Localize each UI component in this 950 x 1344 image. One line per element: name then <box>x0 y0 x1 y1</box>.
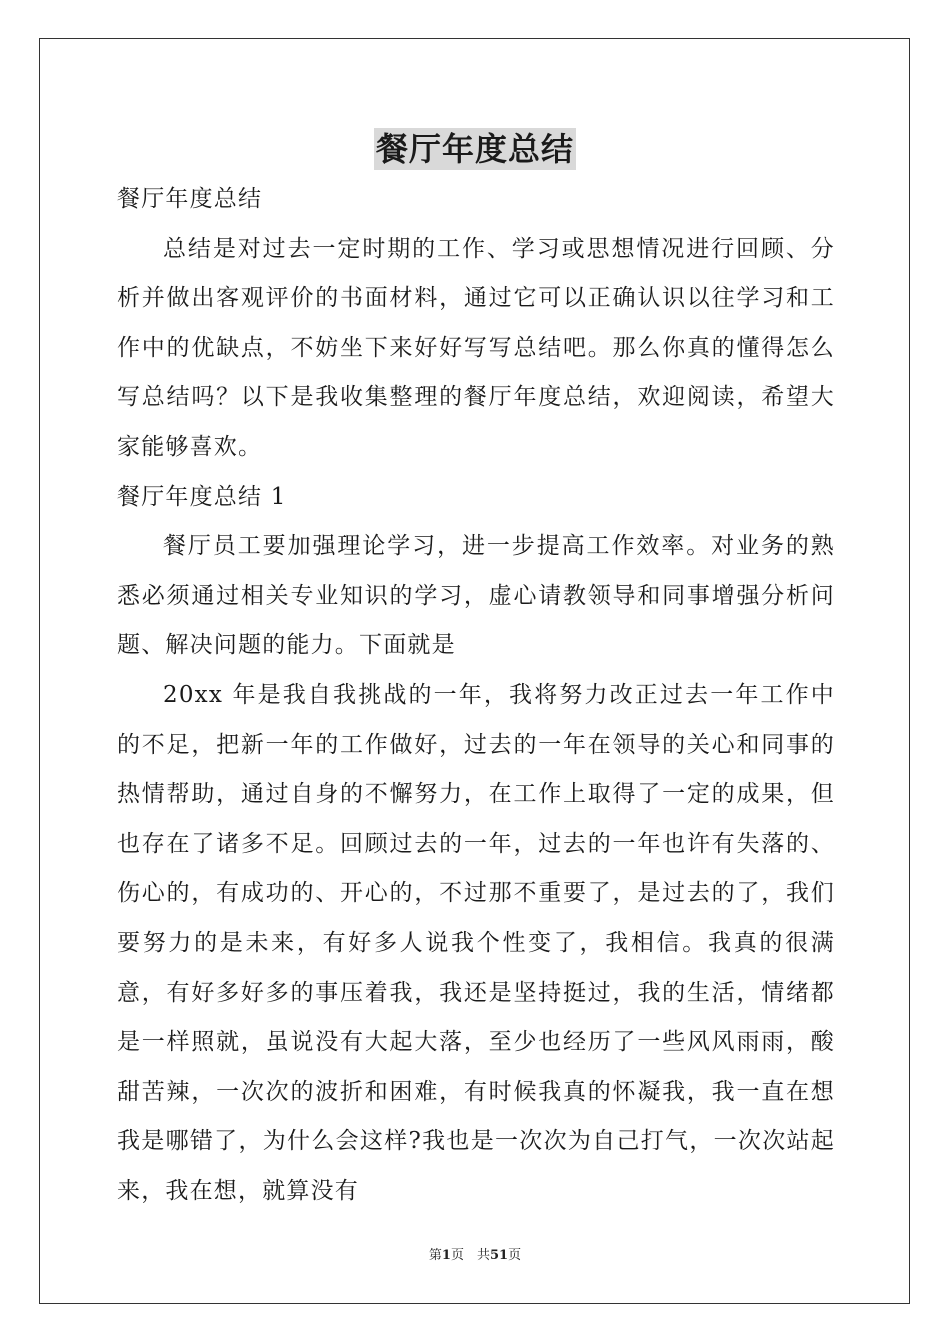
footer-total-pages: 51 <box>489 1248 509 1263</box>
paragraph-subtitle: 餐厅年度总结 <box>117 186 263 212</box>
paragraph-section-heading: 餐厅年度总结 1 <box>117 483 287 510</box>
paragraph-intro: 总结是对过去一定时期的工作、学习或思想情况进行回顾、分析并做出客观评价的书面材料，通过它可以正确认识以往学习和工作中的优缺点，不妨坐下来好好写写总结吧。那么你真的懂得怎么写总结吗？以下是我收集整理的餐厅年度总结，欢迎阅读，希望大家能够喜欢。 <box>117 235 835 460</box>
document-title: 餐厅年度总结 <box>375 130 574 168</box>
document-body <box>117 175 835 1216</box>
footer-page-prefix: 第 <box>428 1248 442 1263</box>
footer-page-mid: 页 共 <box>450 1248 490 1263</box>
page-footer <box>0 1246 950 1266</box>
paragraph-body-1: 餐厅员工要加强理论学习，进一步提高工作效率。对业务的熟悉必须通过相关专业知识的学习，虚心请教领导和同事增强分析问题、解决问题的能力。下面就是 <box>117 533 835 659</box>
title-wrap <box>0 128 950 170</box>
footer-page-suffix: 页 <box>508 1248 522 1263</box>
paragraph-body-2: 20xx 年是我自我挑战的一年，我将努力改正过去一年工作中的不足，把新一年的工作做好，过去的一年在领导的关心和同事的热情帮助，通过自身的不懈努力，在工作上取得了一定的成果，但也存在了诸多不足。回顾过去的一年，过去的一年也许有失落的、伤心的，有成功的、开心的，不过那不重要了，是过去的了，我们要努力的是未来，有好多人说我个性变了，我相信。我真的很满意，有好多好多的事压着我，我还是坚持挺过，我的生活，情绪都是一样照就，虽说没有大起大落，至少也经历了一些风风雨雨，酸甜苦辣，一次次的波折和困难，有时候我真的怀凝我，我一直在想我是哪错了，为什么会这样?我也是一次次为自己打气，一次次站起来，我在想，就算没有 <box>117 681 835 1204</box>
footer-current-page: 1 <box>441 1248 451 1263</box>
